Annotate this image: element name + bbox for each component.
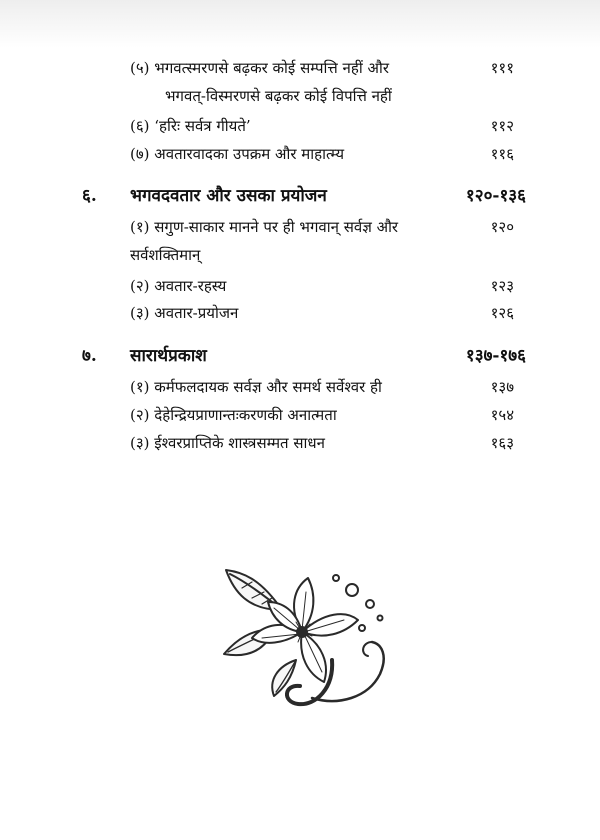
toc-item-7-3-page: १६३ <box>490 434 514 452</box>
toc-item-6-3: (३) अवतार-प्रयोजन <box>130 304 239 322</box>
toc-item-6-1: (१) सगुण-साकार मानने पर ही भगवान् सर्वज्ञ और <box>130 218 399 236</box>
chapter-6-page-range: १२०-१३६ <box>465 186 526 206</box>
toc-item-5-7: (७) अवतारवादका उपक्रम और माहात्म्य <box>130 145 345 163</box>
toc-item-7-3: (३) ईश्वरप्राप्तिके शास्त्रसम्मत साधन <box>130 434 325 452</box>
floral-flourish-icon <box>212 548 396 724</box>
chapter-7-title: सारार्थप्रकाश <box>130 346 207 366</box>
toc-item-5-6-page: ११२ <box>490 117 514 135</box>
chapter-6-title: भगवदवतार और उसका प्रयोजन <box>130 186 327 206</box>
toc-item-5-5-continued: भगवत्-विस्मरणसे बढ़कर कोई विपत्ति नहीं <box>165 87 392 105</box>
toc-item-5-6: (६) ‘हरिः सर्वत्र गीयते’ <box>130 117 251 135</box>
toc-item-6-1-page: १२० <box>490 218 514 236</box>
toc-item-6-2-page: १२३ <box>490 277 514 295</box>
toc-item-5-5: (५) भगवत्स्मरणसे बढ़कर कोई सम्पत्ति नहीं और <box>130 59 389 77</box>
toc-item-7-2-page: १५४ <box>490 406 514 424</box>
toc-item-6-2: (२) अवतार-रहस्य <box>130 277 227 295</box>
chapter-6-number: ६. <box>82 186 97 206</box>
toc-item-7-2: (२) देहेन्द्रियप्राणान्तःकरणकी अनात्मता <box>130 406 337 424</box>
chapter-7-number: ७. <box>82 346 97 366</box>
toc-item-5-5-page: १११ <box>490 59 514 77</box>
toc-item-6-3-page: १२६ <box>490 304 514 322</box>
toc-item-5-7-page: ११६ <box>490 145 514 163</box>
toc-item-6-1-continued: सर्वशक्तिमान् <box>130 246 201 264</box>
toc-item-7-1-page: १३७ <box>490 378 514 396</box>
chapter-7-page-range: १३७-१७६ <box>465 346 526 366</box>
toc-item-7-1: (१) कर्मफलदायक सर्वज्ञ और समर्थ सर्वेश्वर ही <box>130 378 382 396</box>
